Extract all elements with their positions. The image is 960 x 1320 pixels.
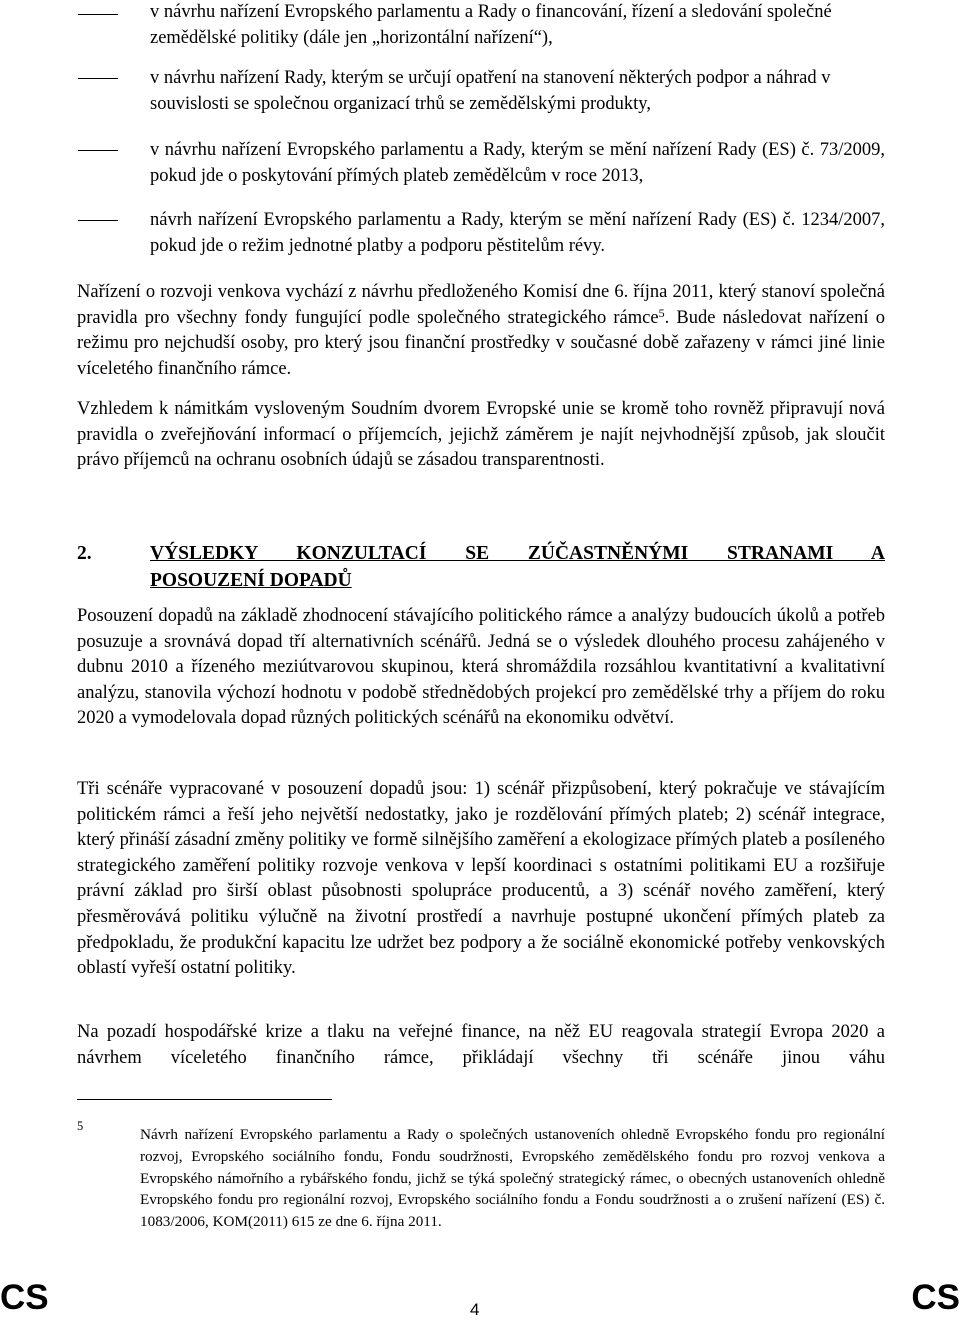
paragraph-rural-development: [77, 280, 885, 382]
dash-marker: [78, 14, 118, 15]
paragraph-court-of-justice: Vzhledem k námitkám vysloveným Soudním dvorem Evropské unie se kromě toho rovněž připravují nová pravidla o zveřejňování informací o příjemcích, jejichž záměrem je najít nejvhodnější způsob, jak sloučit právo příjemců na ochranu osobních údajů se zásadou transparentnosti.: [77, 399, 885, 471]
footnote-text: Návrh nařízení Evropského parlamentu a Rady o společných ustanoveních ohledně Evropského fondu pro regionální rozvoj, Evropského sociálního fondu, Fondu soudržnosti, Evropského zemědělského fondu pro rozvoj venkova a Evropského námořního a rybářského fondu, jichž se týká společný strategický rámec, o obecných ustanoveních ohledně Evropského fondu pro regionální rozvoj, Evropského sociálního fondu a Fondu soudržnosti a o zrušení nařízení (ES) č. 1083/2006, KOM(2011) 615 ze dne 6. října 2011.: [140, 1126, 885, 1231]
paragraph-impact-assessment: Posouzení dopadů na základě zhodnocení stávajícího politického rámce a analýzy budoucích úkolů a potřeb posuzuje a srovnává dopad tří alternativních scénářů. Jedná se o výsledek dlouhého procesu zahájeného v dubnu 2010 a řízeného meziútvarovou skupinou, která shromáždila rozsáhlou kvantitativní a kvalitativní analýzu, stanovila výchozí hodnotu v podobě střednědobých projekcí pro zemědělské trhy a příjem do roku 2020 a vymodelovala dopad různých politických scénářů na ekonomiku odvětví.: [77, 606, 885, 729]
bullet-text: návrh nařízení Evropského parlamentu a Rady, kterým se mění nařízení Rady (ES) č. 1234/2007, pokud jde o režim jednotné platby a podporu pěstitelům révy.: [150, 210, 885, 256]
section-number: 2.: [77, 543, 92, 564]
bullet-text: v návrhu nařízení Evropského parlamentu a Rady o financování, řízení a sledování společné zemědělské politiky (dále jen „horizontální nařízení“),: [150, 2, 832, 48]
paragraph-text: . Bude následovat nařízení o režimu pro nejchudší osoby, pro který jsou finanční prostředky v současné době zařazeny v rámci jiné linie víceletého finančního rámce.: [77, 307, 885, 379]
bullet-text: v návrhu nařízení Rady, kterým se určují opatření na stanovení některých podpor a náhrad v souvislosti se společnou organizací trhů se zemědělskými produkty,: [150, 68, 831, 114]
page-number: 4: [470, 1300, 480, 1319]
section-title: [150, 540, 885, 594]
language-code-left: CS: [0, 1278, 49, 1317]
footnote-number: 5: [77, 1119, 84, 1133]
dash-marker: [78, 220, 118, 221]
section-title-line: VÝSLEDKY KONZULTACÍ SE ZÚČASTNĚNÝMI STRANAMI A: [150, 543, 885, 564]
dash-marker: [78, 78, 118, 79]
paragraph-economic-crisis: Na pozadí hospodářské krize a tlaku na veřejné finance, na něž EU reagovala strategií Evropa 2020 a návrhem víceletého finančního rámce, přikládají všechny tři scénáře jinou váhu: [77, 1022, 885, 1068]
language-code-right: CS: [911, 1278, 960, 1317]
footnote-separator: [77, 1099, 332, 1100]
footnote-reference: 5: [658, 305, 665, 320]
bullet-text: v návrhu nařízení Evropského parlamentu a Rady, kterým se mění nařízení Rady (ES) č. 73/2009, pokud jde o poskytování přímých plateb zemědělcům v roce 2013,: [150, 140, 885, 186]
paragraph-scenarios: Tři scénáře vypracované v posouzení dopadů jsou: 1) scénář přizpůsobení, který pokračuje ve stávajícím politickém rámci a řeší jeho největší nedostatky, jako je rozdělování přímých plateb; 2) scénář integrace, který přináší zásadní změny politiky ve formě silnějšího zaměření a ekologizace přímých plateb a posíleného strategického zaměření politiky rozvoje venkova v lepší koordinaci s ostatními politikami EU a rozšiřuje právní základ pro širší oblast působnosti spolupráce producentů, a 3) scénář nového zaměření, který přesměrovává politiku výlučně na životní prostředí a navrhuje postupné ukončení přímých plateb za předpokladu, že produkční kapacitu lze udržet bez podpory a že sociálně ekonomické potřeby venkovských oblastí vyřeší ostatní politiky.: [77, 779, 885, 979]
dash-marker: [78, 150, 118, 151]
paragraph-text: Nařízení o rozvoji venkova vychází z návrhu předloženého Komisí dne 6. října 2011, který stanoví společná pravidla pro všechny fondy fungující podle společného strategického rámce: [77, 282, 885, 328]
section-title-line: POSOUZENÍ DOPADŮ: [150, 570, 352, 591]
